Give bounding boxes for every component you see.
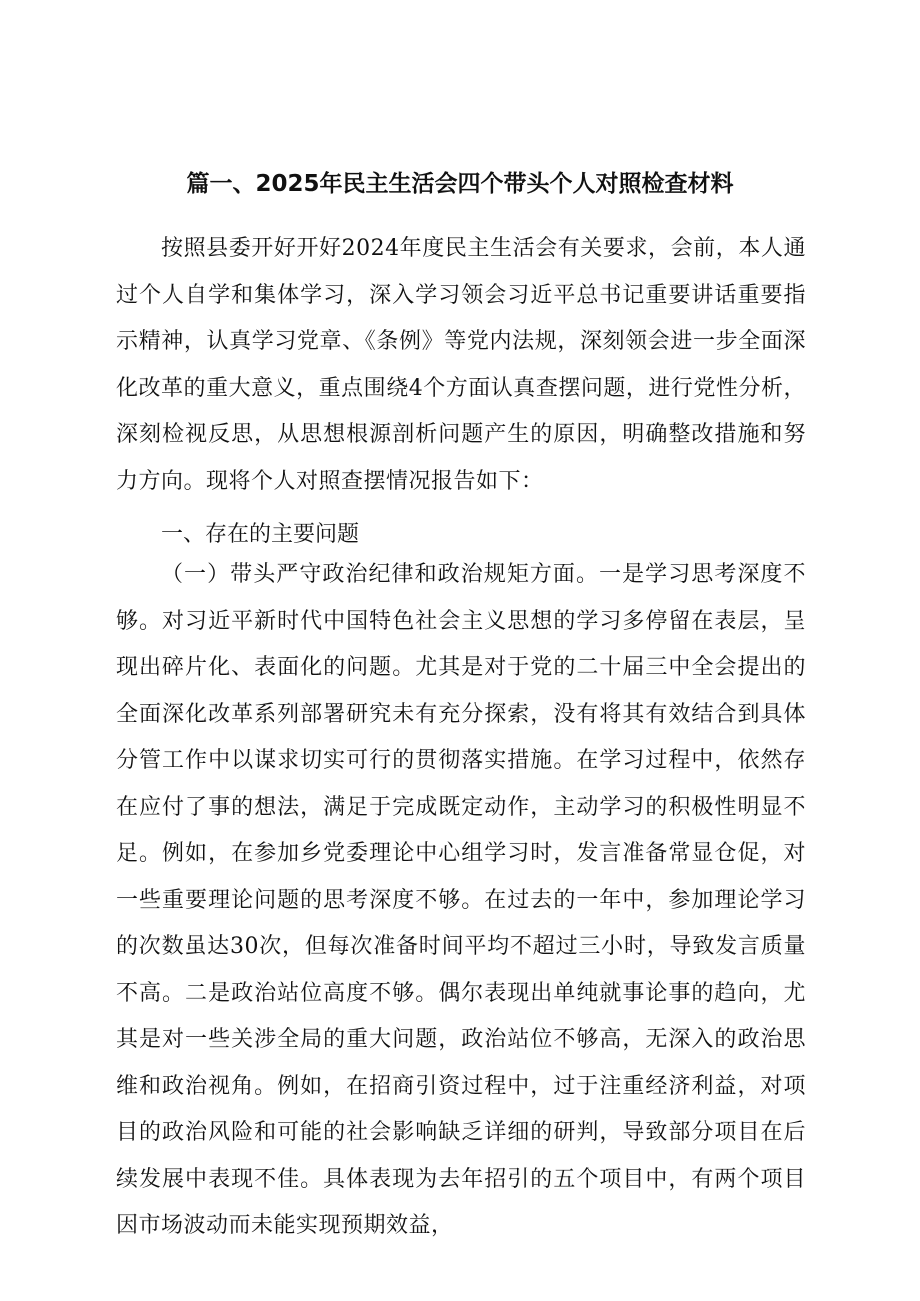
document-title: 篇一、2025年民主生活会四个带头个人对照检查材料 bbox=[186, 171, 734, 197]
body-paragraph: （一）带头严守政治纪律和政治规矩方面。一是学习思考深度不够。对习近平新时代中国特色社会主义思想的学习多停留在表层，呈现出碎片化、表面化的问题。尤其是对于党的二十届三中全会提出的全面深化改革系列部署研究未有充分探索，没有将其有效结合到具体分管工作中以谋求切实可行的贯彻落实措施。在学习过程中，依然存在应付了事的想法，满足于完成既定动作，主动学习的积极性明显不足。例如，在参加乡党委理论中心组学习时，发言准备常显仓促，对一些重要理论问题的思考深度不够。在过去的一年中，参加理论学习的次数虽达30次，但每次准备时间平均不超过三小时，导致发言质量不高。二是政治站位高度不够。偶尔表现出单纯就事论事的趋向，尤其是对一些关涉全局的重大问题，政治站位不够高，无深入的政治思维和政治视角。例如，在招商引资过程中，过于注重经济利益，对项目的政治风险和可能的社会影响缺乏详细的研判，导致部分项目在后续发展中表现不佳。具体表现为去年招引的五个项目中，有两个项目因市场波动而未能实现预期效益， bbox=[116, 562, 806, 1238]
section-heading: 一、存在的主要问题 bbox=[161, 522, 360, 547]
intro-paragraph: 按照县委开好开好2024年度民主生活会有关要求，会前，本人通过个人自学和集体学习，深入学习领会习近平总书记重要讲话重要指示精神，认真学习党章、《条例》等党内法规，深刻领会进一步全面深化改革的重大意义，重点围绕4个方面认真查摆问题，进行党性分析，深刻检视反思，从思想根源剖析问题产生的原因，明确整改措施和努力方向。现将个人对照查摆情况报告如下： bbox=[116, 236, 806, 494]
